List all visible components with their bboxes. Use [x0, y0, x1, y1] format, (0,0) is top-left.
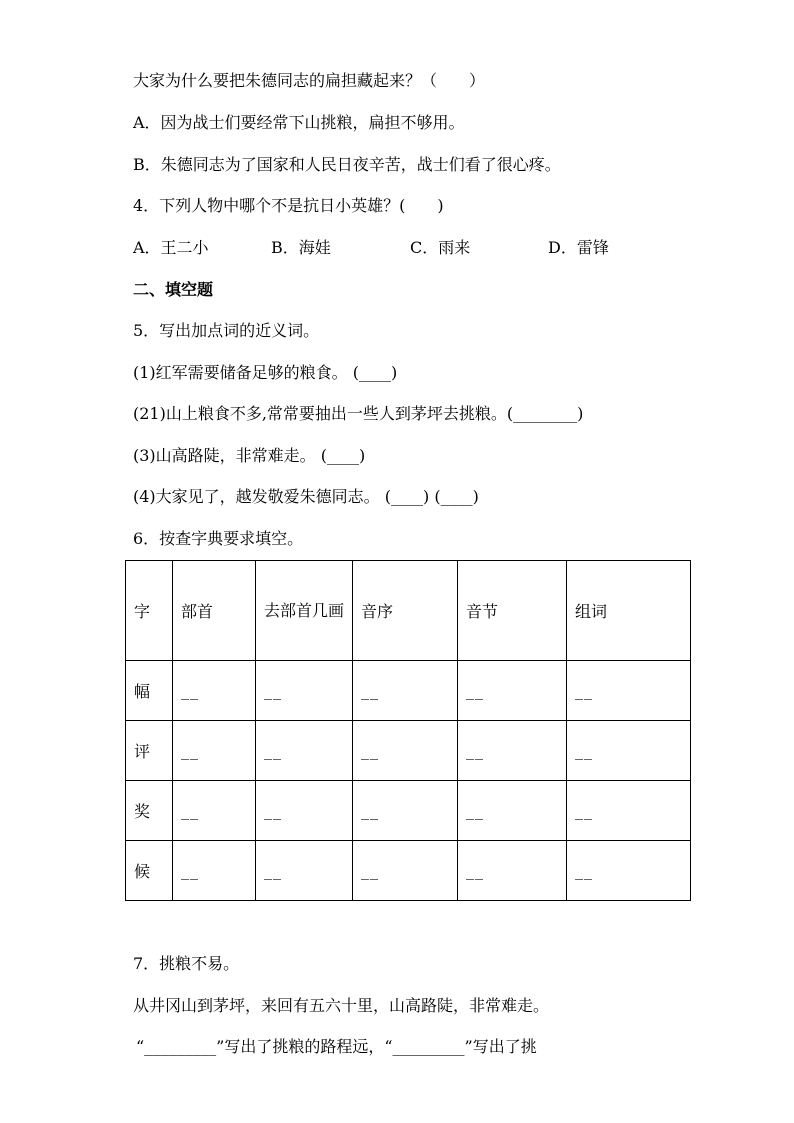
table-row: [126, 841, 691, 901]
q3-option-a: A．因为战士们要经常下山挑粮，扁担不够用。: [133, 113, 465, 132]
table-row: [126, 661, 691, 721]
q5-stem: 5．写出加点词的近义词。: [133, 321, 320, 340]
q5-item-4: (4)大家见了，越发敬爱朱德同志。 (____) (____): [133, 487, 479, 506]
table-row: [126, 781, 691, 841]
section-heading-fill-blank: 二、填空题: [133, 280, 214, 299]
table-header-cell: 字: [126, 561, 173, 661]
table-header-cell: 组词: [567, 561, 691, 661]
q5-item-3: (3)山高路陡，非常难走。 (____): [133, 446, 366, 465]
blank-cell[interactable]: __: [256, 721, 353, 781]
blank-cell[interactable]: __: [353, 781, 458, 841]
blank-cell[interactable]: __: [173, 721, 256, 781]
blank-cell[interactable]: __: [256, 781, 353, 841]
table-header-row: [126, 561, 691, 661]
q4-option-c: C．雨来: [410, 238, 471, 257]
char-cell: 幅: [126, 661, 173, 721]
q4-option-b: B．海娃: [271, 238, 331, 257]
blank-cell[interactable]: __: [567, 721, 691, 781]
table-row: [126, 721, 691, 781]
blank-cell[interactable]: __: [353, 721, 458, 781]
char-cell: 评: [126, 721, 173, 781]
char-cell: 奖: [126, 781, 173, 841]
q7-stem: 7．挑粮不易。: [133, 954, 240, 973]
blank-cell[interactable]: __: [567, 661, 691, 721]
blank-cell[interactable]: __: [353, 841, 458, 901]
table-header-cell: [256, 561, 353, 661]
header-stroke-count: 去部首几画: [264, 600, 345, 620]
char-cell: 候: [126, 841, 173, 901]
table-header-cell: 音节: [458, 561, 567, 661]
table-header-cell: 部首: [173, 561, 256, 661]
q3-option-b: B．朱德同志为了国家和人民日夜辛苦，战士们看了很心疼。: [133, 155, 561, 174]
blank-cell[interactable]: __: [458, 721, 567, 781]
dictionary-table: [125, 560, 691, 901]
blank-cell[interactable]: __: [458, 841, 567, 901]
q4-option-a: A．王二小: [133, 238, 209, 257]
blank-cell[interactable]: __: [353, 661, 458, 721]
blank-cell[interactable]: __: [567, 841, 691, 901]
blank-cell[interactable]: __: [256, 841, 353, 901]
q4-stem: 4．下列人物中哪个不是抗日小英雄？( ): [133, 196, 444, 215]
blank-cell[interactable]: __: [173, 661, 256, 721]
blank-cell[interactable]: __: [567, 781, 691, 841]
q5-item-2: (21)山上粮食不多,常常要抽出一些人到茅坪去挑粮。(________): [133, 404, 584, 423]
blank-cell[interactable]: __: [173, 841, 256, 901]
q5-item-1: (1)红军需要储备足够的粮食。 (____): [133, 363, 398, 382]
q3-stem: 大家为什么要把朱德同志的扁担藏起来？（ ）: [133, 71, 486, 90]
q7-fill-line: “_________”写出了挑粮的路程远，“_________”写出了挑: [136, 1037, 537, 1056]
blank-cell[interactable]: __: [458, 781, 567, 841]
blank-cell[interactable]: __: [458, 661, 567, 721]
q4-option-d: D．雷锋: [548, 238, 609, 257]
blank-cell[interactable]: __: [173, 781, 256, 841]
table-header-cell: 音序: [353, 561, 458, 661]
q6-stem: 6．按查字典要求填空。: [133, 529, 304, 548]
blank-cell[interactable]: __: [256, 661, 353, 721]
q7-passage: 从井冈山到茅坪，来回有五六十里，山高路陡，非常难走。: [133, 996, 550, 1015]
